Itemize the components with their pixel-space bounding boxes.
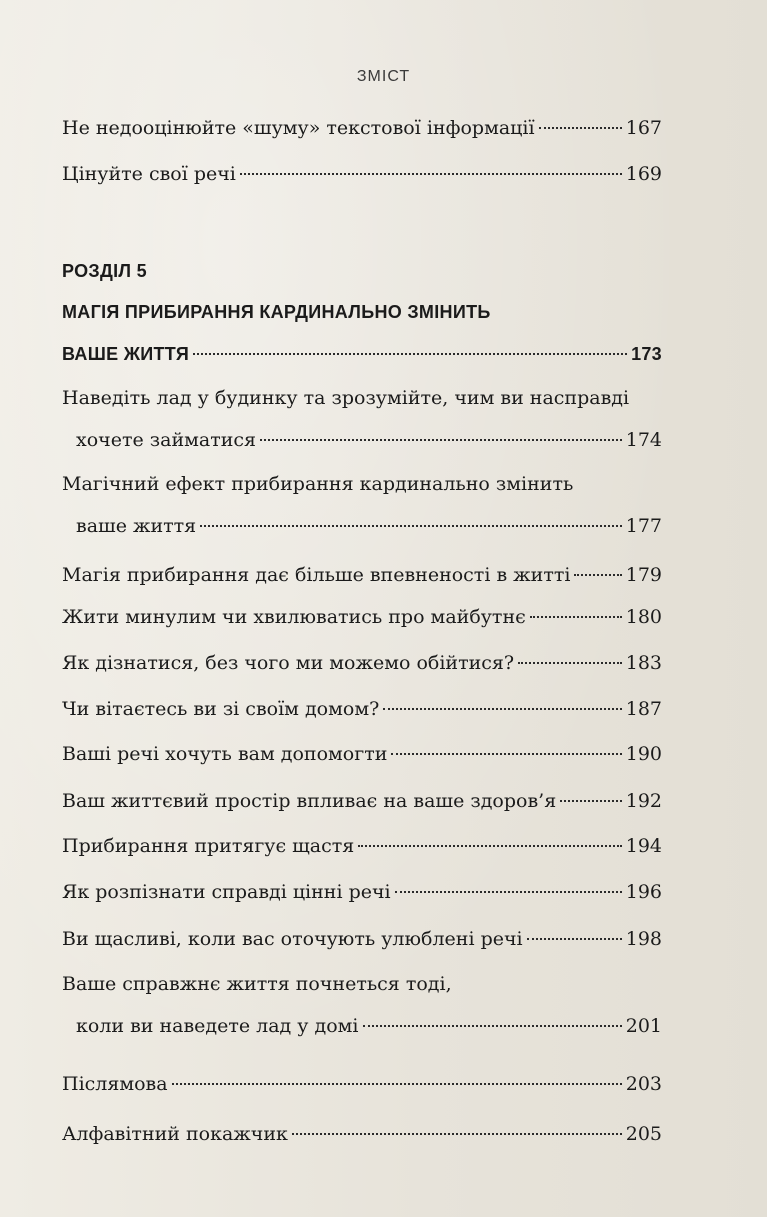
- toc-entry-page: 205: [625, 1123, 662, 1145]
- dot-leader: [560, 800, 622, 802]
- toc-entry-title-line1: Магічний ефект прибирання кардинально змінить: [62, 473, 574, 495]
- section-title-line1: МАГІЯ ПРИБИРАННЯ КАРДИНАЛЬНО ЗМІНИТЬ: [62, 302, 491, 322]
- toc-entry-page: 183: [625, 652, 662, 674]
- dot-leader: [172, 1083, 622, 1085]
- dot-leader: [530, 616, 622, 618]
- toc-entry-title: Цінуйте свої речі: [62, 163, 236, 185]
- toc-entry: [62, 789, 662, 813]
- toc-entry-page: 174: [625, 429, 662, 451]
- toc-entry: [62, 563, 662, 587]
- section-title-line2: ВАШЕ ЖИТТЯ: [62, 344, 190, 364]
- toc-entry: [62, 1122, 662, 1146]
- toc-entry: [76, 1014, 662, 1038]
- toc-entry: [62, 697, 662, 721]
- dot-leader: [292, 1133, 622, 1135]
- toc-entry: [62, 605, 662, 629]
- toc-entry-title: Алфавітний покажчик: [62, 1123, 288, 1145]
- toc-entry-page: 173: [631, 344, 662, 364]
- toc-entry-title: Чи вітаєтесь ви зі своїм домом?: [62, 698, 380, 720]
- toc-entry-page: 194: [625, 835, 662, 857]
- dot-leader: [539, 127, 622, 129]
- toc-entry: [76, 428, 662, 452]
- section-label: РОЗДІЛ 5: [62, 261, 147, 281]
- dot-leader: [358, 845, 621, 847]
- section-title-entry: [62, 342, 662, 366]
- toc-entry-title: Прибирання притягує щастя: [62, 835, 355, 857]
- dot-leader: [395, 891, 622, 893]
- toc-entry-page: 201: [625, 1015, 662, 1037]
- toc-entry-title: Ви щасливі, коли вас оточують улюблені речі: [62, 928, 523, 950]
- dot-leader: [193, 353, 627, 355]
- dot-leader: [363, 1025, 622, 1027]
- toc-entry-title-line1: Наведіть лад у будинку та зрозумійте, чим ви насправді: [62, 387, 630, 409]
- toc-entry-page: 187: [625, 698, 662, 720]
- dot-leader: [240, 173, 622, 175]
- toc-entry: [62, 834, 662, 858]
- running-head: ЗМІСТ: [356, 68, 411, 85]
- toc-entry-page: 180: [625, 606, 662, 628]
- toc-entry-page: 169: [625, 163, 662, 185]
- toc-entry-title: Післямова: [62, 1073, 168, 1095]
- dot-leader: [260, 439, 622, 441]
- dot-leader: [518, 662, 622, 664]
- toc-entry-page: 177: [625, 515, 662, 537]
- dot-leader: [391, 753, 621, 755]
- toc-entry-title: Жити минулим чи хвилюватись про майбутнє: [62, 606, 526, 628]
- toc-entry-title: Магія прибирання дає більше впевненості в житті: [62, 564, 571, 586]
- dot-leader: [574, 574, 621, 576]
- toc-entry: [62, 742, 662, 766]
- toc-entry: [62, 651, 662, 675]
- toc-entry-title-line2: хочете займатися: [76, 429, 257, 451]
- toc-entry-title: Не недооцінюйте «шуму» текстової інформації: [62, 117, 535, 139]
- toc-entry-title-line1: Ваше справжнє життя почнеться тоді,: [62, 973, 452, 995]
- dot-leader: [200, 525, 622, 527]
- toc-entry: [62, 116, 662, 140]
- toc-entry-title-line2: ваше життя: [76, 515, 197, 537]
- toc-entry: [62, 880, 662, 904]
- toc-entry-page: 203: [625, 1073, 662, 1095]
- toc-entry-page: 198: [625, 928, 662, 950]
- toc-entry: [62, 927, 662, 951]
- toc-entry-title: Ваш життєвий простір впливає на ваше здоров’я: [62, 790, 557, 812]
- toc-entry-page: 179: [625, 564, 662, 586]
- toc-entry-title-line2: коли ви наведете лад у домі: [76, 1015, 359, 1037]
- toc-entry-page: 192: [625, 790, 662, 812]
- toc-entry-page: 196: [625, 881, 662, 903]
- toc-entry-page: 167: [625, 117, 662, 139]
- toc-entry-page: 190: [625, 743, 662, 765]
- toc-entry: [76, 514, 662, 538]
- toc-entry-title: Ваші речі хочуть вам допомогти: [62, 743, 388, 765]
- toc-entry: [62, 162, 662, 186]
- dot-leader: [527, 938, 622, 940]
- dot-leader: [383, 708, 621, 710]
- toc-entry-title: Як дізнатися, без чого ми можемо обійтися?: [62, 652, 515, 674]
- toc-entry-title: Як розпізнати справді цінні речі: [62, 881, 391, 903]
- toc-entry: [62, 1072, 662, 1096]
